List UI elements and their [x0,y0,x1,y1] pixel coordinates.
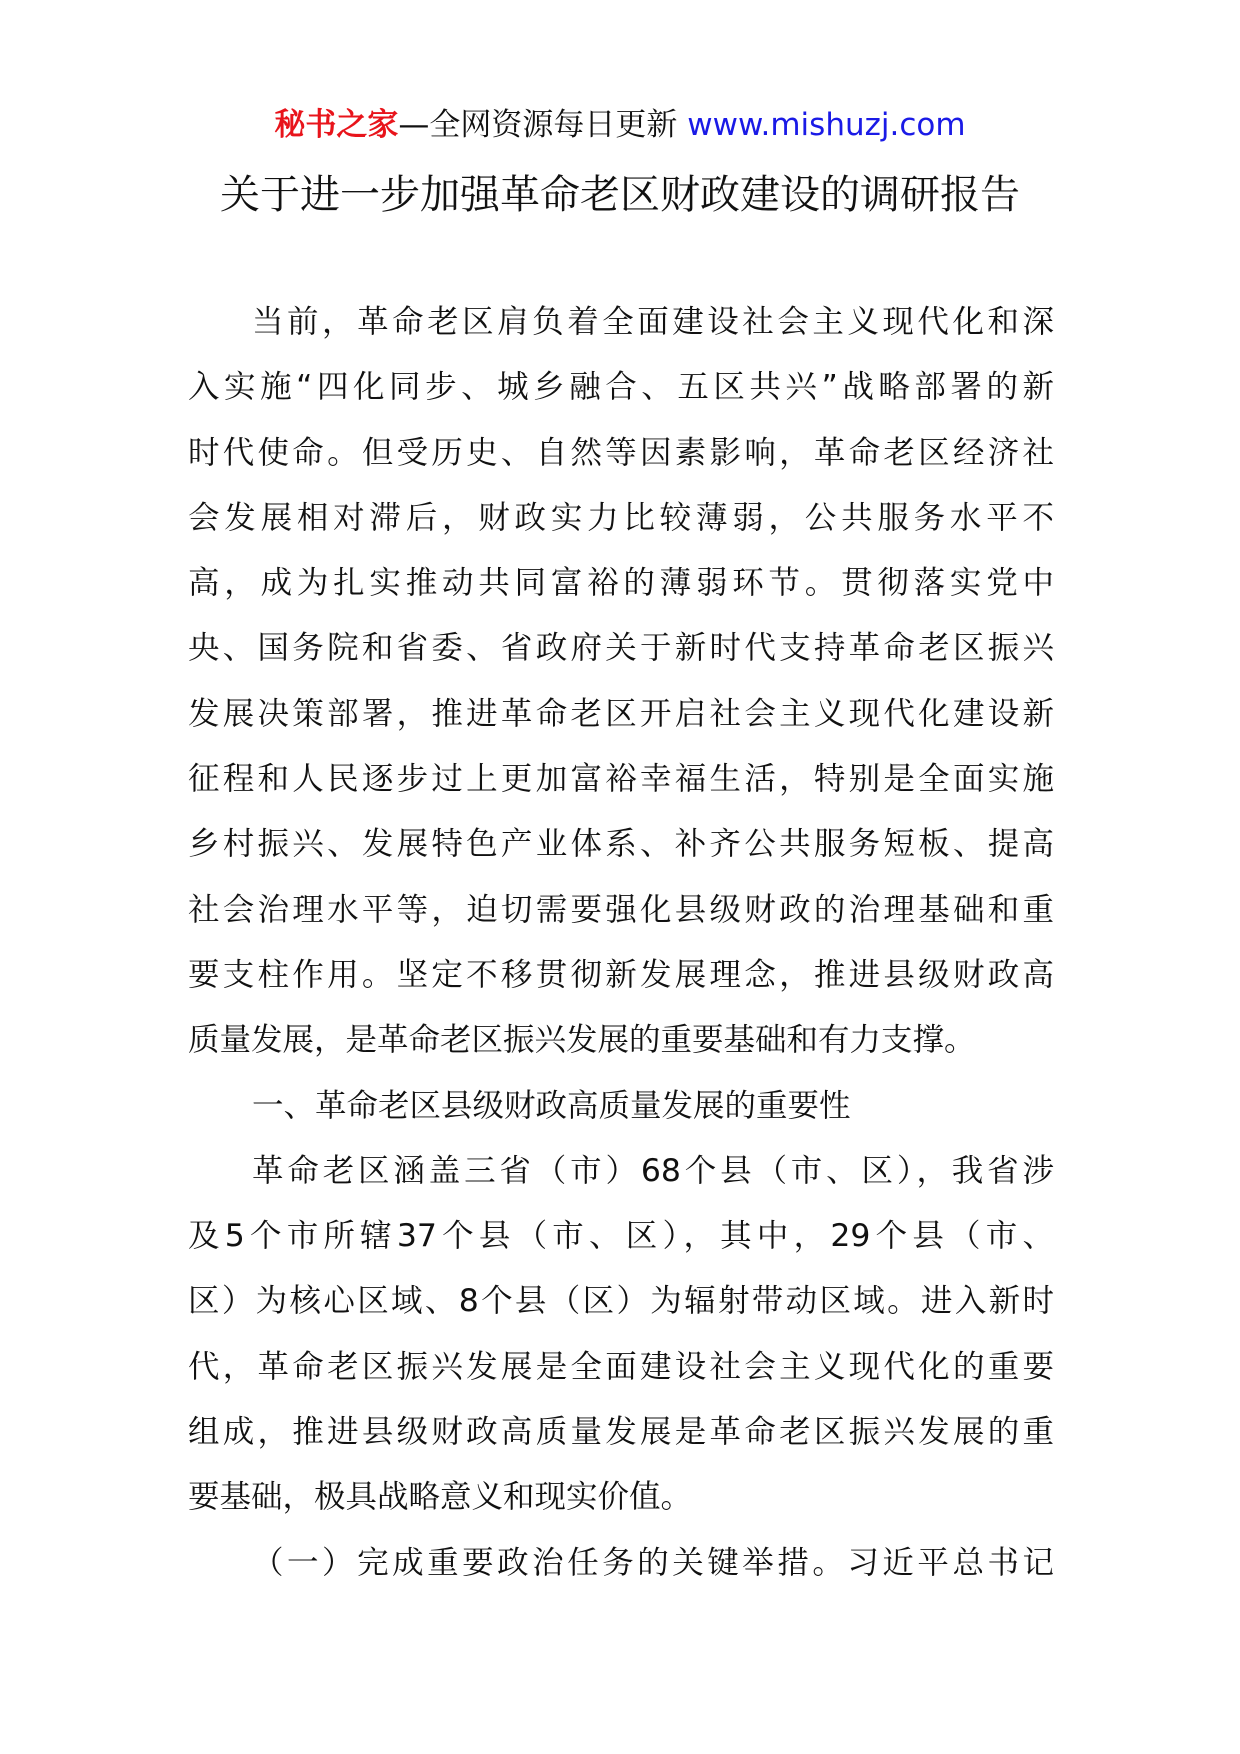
paragraph-line: 会发展相对滞后，财政实力比较薄弱，公共服务水平不 [188,499,1054,536]
document-body [188,290,1054,1596]
site-header [0,100,1240,150]
paragraph-line: 发展决策部署，推进革命老区开启社会主义现代化建设新 [188,695,1054,732]
paragraph-line: 时代使命。但受历史、自然等因素影响，革命老区经济社 [188,434,1054,471]
paragraph-line: 当前，革命老区肩负着全面建设社会主义现代化和深 [252,304,1054,340]
site-url[interactable]: www.mishuzj.com [687,107,966,143]
paragraph-line: 区）为核心区域、8个县（区）为辐射带动区域。进入新时 [188,1283,1054,1320]
subsection-heading-line: （一）完成重要政治任务的关键举措。习近平总书记 [252,1544,1054,1581]
paragraph-line: 代，革命老区振兴发展是全面建设社会主义现代化的重要 [188,1348,1054,1385]
paragraph-line: 及5个市所辖37个县（市、区），其中，29个县（市、 [188,1218,1054,1255]
paragraph-line: 社会治理水平等，迫切需要强化县级财政的治理基础和重 [188,891,1054,928]
header-tagline: —全网资源每日更新 [398,107,678,143]
paragraph-line: 征程和人民逐步过上更加富裕幸福生活，特别是全面实施 [188,761,1054,798]
paragraph-line: 乡村振兴、发展特色产业体系、补齐公共服务短板、提高 [188,826,1054,863]
document-title: 关于进一步加强革命老区财政建设的调研报告 [220,172,1020,218]
section-heading: 一、革命老区县级财政高质量发展的重要性 [252,1087,851,1124]
paragraph-line: 要支柱作用。坚定不移贯彻新发展理念，推进县级财政高 [188,956,1054,993]
paragraph-line: 质量发展，是革命老区振兴发展的重要基础和有力支撑。 [188,1022,976,1059]
paragraph-line: 央、国务院和省委、省政府关于新时代支持革命老区振兴 [188,630,1054,667]
paragraph-line: 入实施“四化同步、城乡融合、五区共兴”战略部署的新 [188,369,1054,406]
brand-name: 秘书之家 [274,107,399,143]
paragraph-line: 组成，推进县级财政高质量发展是革命老区振兴发展的重 [188,1414,1054,1451]
paragraph-line: 高，成为扎实推动共同富裕的薄弱环节。贯彻落实党中 [188,565,1054,602]
paragraph-line: 革命老区涵盖三省（市）68个县（市、区），我省涉 [252,1152,1054,1189]
paragraph-line: 要基础，极具战略意义和现实价值。 [188,1479,693,1516]
